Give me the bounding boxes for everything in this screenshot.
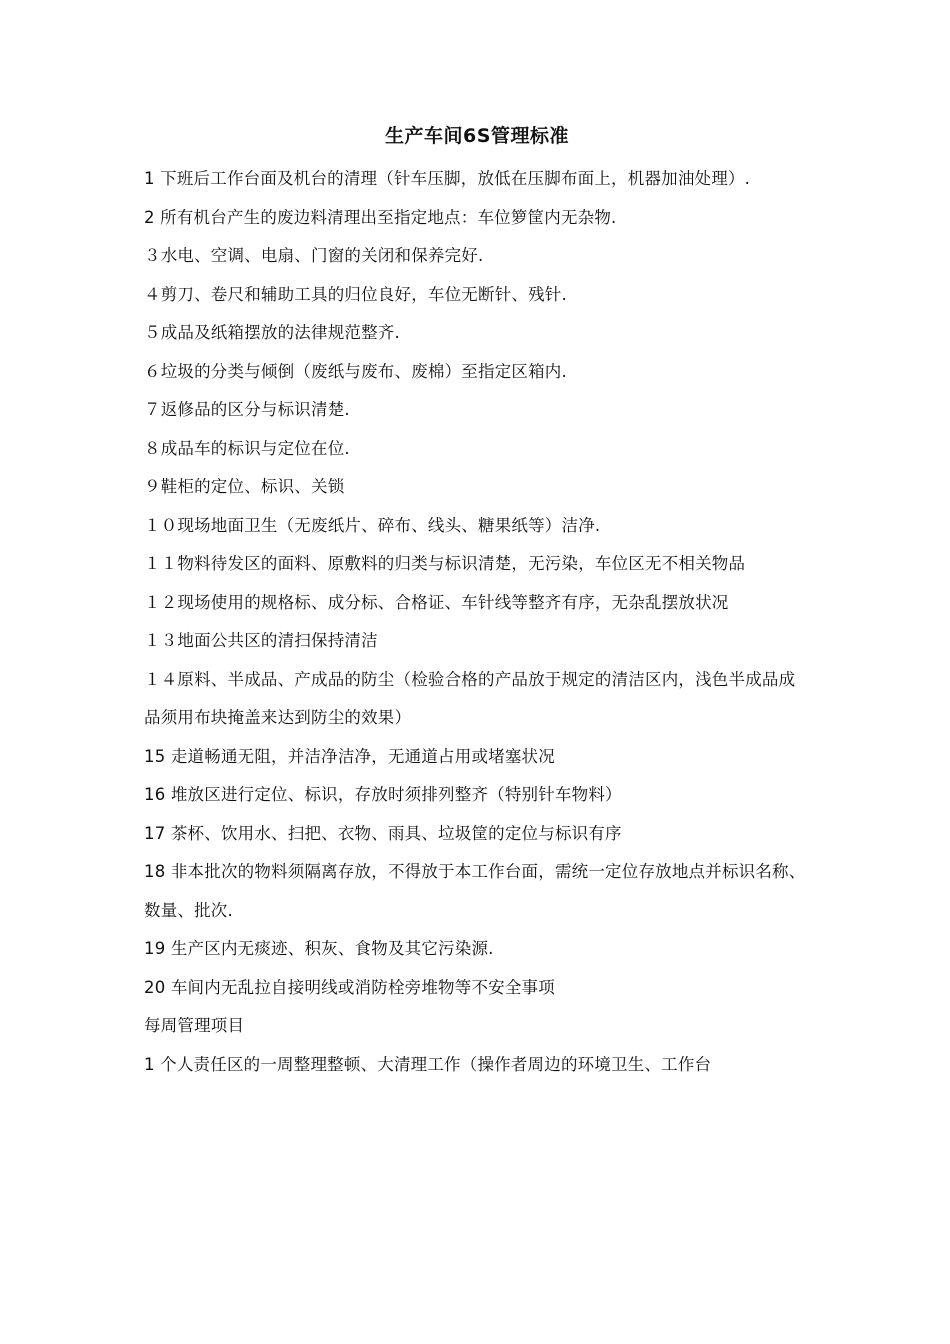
- paragraph: 16 堆放区进行定位、标识，存放时须排列整齐（特别针车物料）: [144, 785, 622, 804]
- paragraph: 17 茶杯、饮用水、扫把、衣物、雨具、垃圾筐的定位与标识有序: [144, 823, 622, 843]
- paragraph: ７返修品的区分与标识清楚.: [144, 400, 350, 419]
- paragraph: ６垃圾的分类与倾倒（废纸与废布、废棉）至指定区箱内.: [144, 361, 567, 381]
- paragraph: 15 走道畅通无阻，并洁净洁净，无通道占用或堵塞状况: [144, 746, 555, 766]
- paragraph: １１物料待发区的面料、原敷料的归类与标识清楚，无污染，车位区无不相关物品: [144, 554, 746, 573]
- paragraph: 18 非本批次的物料须隔离存放，不得放于本工作台面，需统一定位存放地点并标识名称、数量、批次.: [144, 862, 806, 920]
- paragraph: 2 所有机台产生的废边料清理出至指定地点：车位箩筐内无杂物.: [144, 207, 617, 227]
- paragraph: １３地面公共区的清扫保持清洁: [144, 631, 378, 650]
- paragraph: ３水电、空调、电扇、门窗的关闭和保养完好.: [144, 246, 484, 265]
- document-body: [144, 160, 810, 1084]
- paragraph: ８成品车的标识与定位在位.: [144, 438, 350, 458]
- paragraph: 1 个人责任区的一周整理整顿、大清理工作（操作者周边的环境卫生、工作台: [144, 1054, 712, 1074]
- paragraph: １０现场地面卫生（无废纸片、碎布、线头、糖果纸等）洁净.: [144, 515, 601, 535]
- section-heading: 每周管理项目: [144, 1016, 245, 1035]
- paragraph: ９鞋柜的定位、标识、关锁: [144, 477, 345, 496]
- paragraph: １２现场使用的规格标、成分标、合格证、车针线等整齐有序，无杂乱摆放状况: [144, 592, 729, 612]
- paragraph: ４剪刀、卷尺和辅助工具的归位良好，车位无断针、残针.: [144, 284, 567, 304]
- paragraph: 19 生产区内无痰迹、积灰、食物及其它污染源.: [144, 939, 494, 958]
- paragraph: ５成品及纸箱摆放的法律规范整齐.: [144, 323, 400, 342]
- document-title: 生产车间6S管理标准: [385, 125, 569, 147]
- paragraph: 20 车间内无乱拉自接明线或消防栓旁堆物等不安全事项: [144, 977, 555, 997]
- paragraph: 1 下班后工作台面及机台的清理（针车压脚，放低在压脚布面上，机器加油处理）.: [144, 169, 751, 188]
- paragraph: １４原料、半成品、产成品的防尘（检验合格的产品放于规定的清洁区内，浅色半成品成品须用布块掩盖来达到防尘的效果）: [144, 669, 796, 727]
